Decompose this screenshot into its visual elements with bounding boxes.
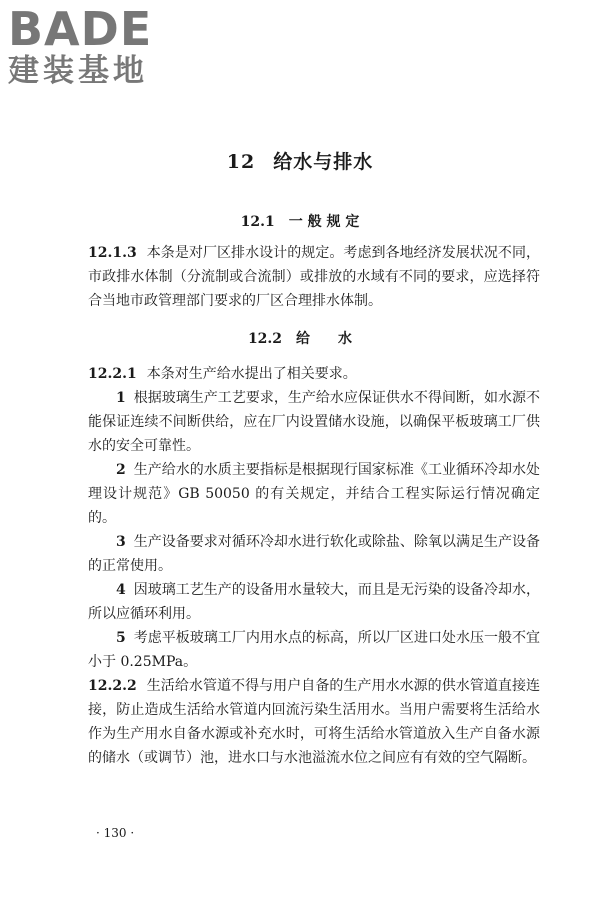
- clause-number: 12.2.1: [88, 366, 137, 382]
- clause-text: 生活给水管道不得与用户自备的生产用水水源的供水管道直接连接，防止造成生活给水管道内回流污染生活用水。当用户需要将生活给水作为生产用水自备水源或补充水时，可将生活给水管道放入生产自备水源的储水（或调节）池，进水口与水池溢流水位之间应有有效的空气隔断。: [88, 678, 540, 766]
- section-number: 12.1: [240, 214, 275, 230]
- clause-text: 本条对生产给水提出了相关要求。: [146, 366, 357, 382]
- clause-text: 本条是对厂区排水设计的规定。考虑到各地经济发展状况不同，市政排水体制（分流制或合流制）或排放的水域有不同的要求，应选择符合当地市政管理部门要求的厂区合理排水体制。: [88, 245, 540, 309]
- chapter-number: 12: [226, 151, 256, 173]
- section-title-12-2: [0, 328, 600, 348]
- section-title-12-1: [0, 211, 600, 231]
- item-text: 考虑平板玻璃工厂内用水点的标高，所以厂区进口处水压一般不宜小于 0.25MPa。: [88, 630, 540, 670]
- brand-logo: [8, 4, 178, 88]
- list-item: [88, 386, 540, 458]
- item-text: 根据玻璃生产工艺要求，生产给水应保证供水不得间断，如水源不能保证连续不间断供给，应在厂内设置储水设施，以确保平板玻璃工厂供水的安全可靠性。: [88, 390, 540, 454]
- item-number: 4: [116, 582, 126, 598]
- item-text: 生产设备要求对循环冷却水进行软化或除盐、除氧以满足生产设备的正常使用。: [88, 534, 540, 574]
- logo-subtitle: 建装基地: [8, 53, 148, 89]
- clause-12-1-3: [88, 241, 540, 313]
- clause-block-12-1-3: [88, 241, 540, 313]
- list-item: [88, 458, 540, 530]
- chapter-title-text: 给水与排水: [273, 151, 374, 173]
- page-number: · 130 ·: [96, 826, 135, 840]
- item-number: 5: [116, 630, 126, 646]
- clause-block-12-2: [88, 362, 540, 770]
- item-number: 2: [116, 462, 126, 478]
- clause-number: 12.2.2: [88, 678, 137, 694]
- section-title-text: 一 般 规 定: [288, 214, 360, 230]
- item-text: 因玻璃工艺生产的设备用水量较大，而且是无污染的设备冷却水，所以应循环利用。: [88, 582, 540, 622]
- clause-number: 12.1.3: [88, 245, 137, 261]
- section-number: 12.2: [247, 331, 283, 347]
- clause-12-2-2: [88, 674, 540, 770]
- clause-12-2-1: [88, 362, 540, 386]
- item-text: 生产给水的水质主要指标是根据现行国家标准《工业循环冷却水处理设计规范》GB 50050 的有关规定，并结合工程实际运行情况确定的。: [88, 462, 540, 526]
- chapter-title: [0, 147, 600, 174]
- section-title-text: 给 水: [296, 331, 353, 347]
- list-item: [88, 530, 540, 578]
- logo-wordmark: BADE: [8, 2, 153, 56]
- item-number: 3: [116, 534, 126, 550]
- list-item: [88, 578, 540, 626]
- item-number: 1: [116, 390, 126, 406]
- list-item: [88, 626, 540, 674]
